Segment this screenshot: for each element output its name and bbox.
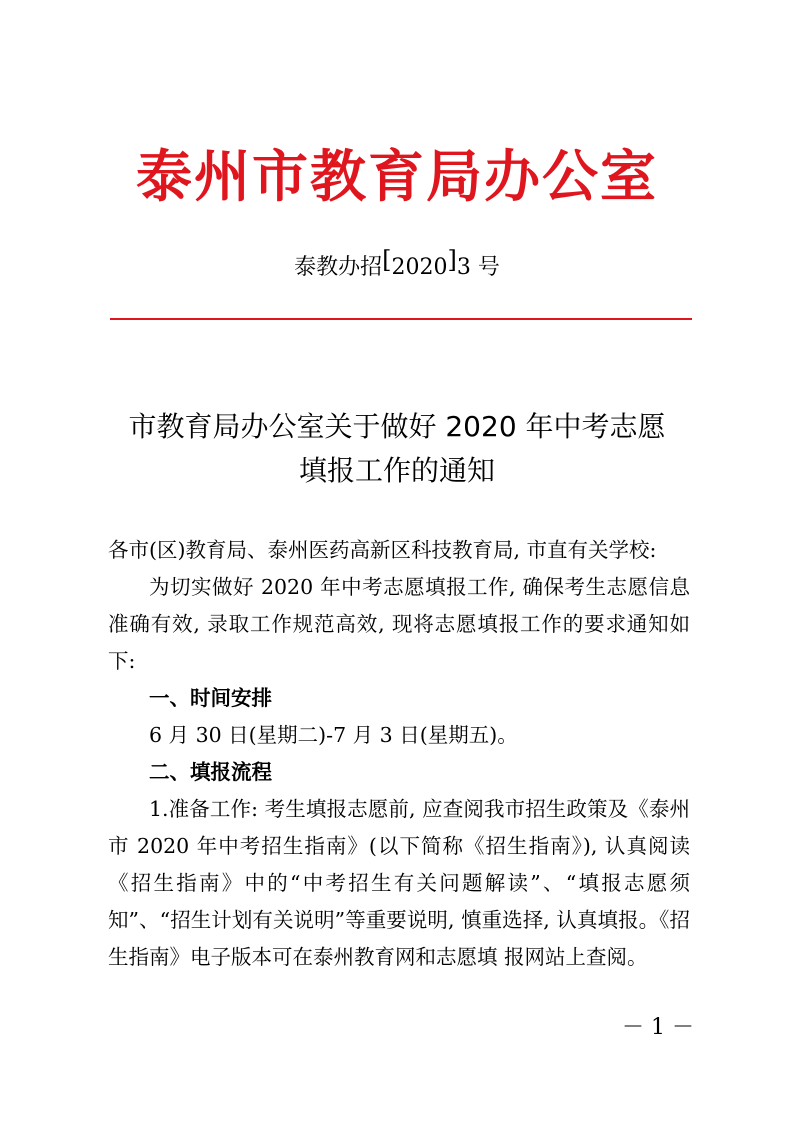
notice-title-line-1: 市教育局办公室关于做好 2020 年中考志愿 xyxy=(128,410,666,443)
intro-paragraph: 为切实做好 2020 年中考志愿填报工作, 确保考生志愿信息准确有效, 录取工作规范高效, 现将志愿填报工作的要求通知如下: xyxy=(108,575,690,673)
section-2-item-1: 1.准备工作: 考生填报志愿前, 应查阅我市招生政策及《泰州市 2020 年中考招生指南》(以下简称《招生指南》), 认真阅读《招生指南》中的“中考招生有关问题解读”、“填报志愿须知”、“招生计划有关说明”等重要说明, 慎重选择, 认真填报。《招生指南》电子版本可在泰州教育网和志愿填 报网站上查阅。 xyxy=(108,797,690,969)
page-number: － 1 － xyxy=(622,1015,694,1040)
document-number-suffix: 3 号 xyxy=(456,255,500,280)
issuing-office-masthead: 泰州市教育局办公室 xyxy=(136,145,658,210)
document-number: 泰教办招[2020]3 号 xyxy=(294,246,500,280)
document-number-year: 2020 xyxy=(391,255,448,280)
notice-body xyxy=(108,532,690,976)
document-number-prefix: 泰教办招 xyxy=(294,255,383,280)
section-1-heading: 一、时间安排 xyxy=(149,686,272,710)
section-2-heading: 二、填报流程 xyxy=(149,760,272,784)
salutation: 各市(区)教育局、泰州医药高新区科技教育局, 市直有关学校: xyxy=(108,538,657,562)
notice-title xyxy=(90,405,704,493)
section-1-text: 6 月 30 日(星期二)-7 月 3 日(星期五)。 xyxy=(149,723,518,747)
notice-title-line-2: 填报工作的通知 xyxy=(298,454,495,487)
red-separator-line xyxy=(110,318,692,320)
